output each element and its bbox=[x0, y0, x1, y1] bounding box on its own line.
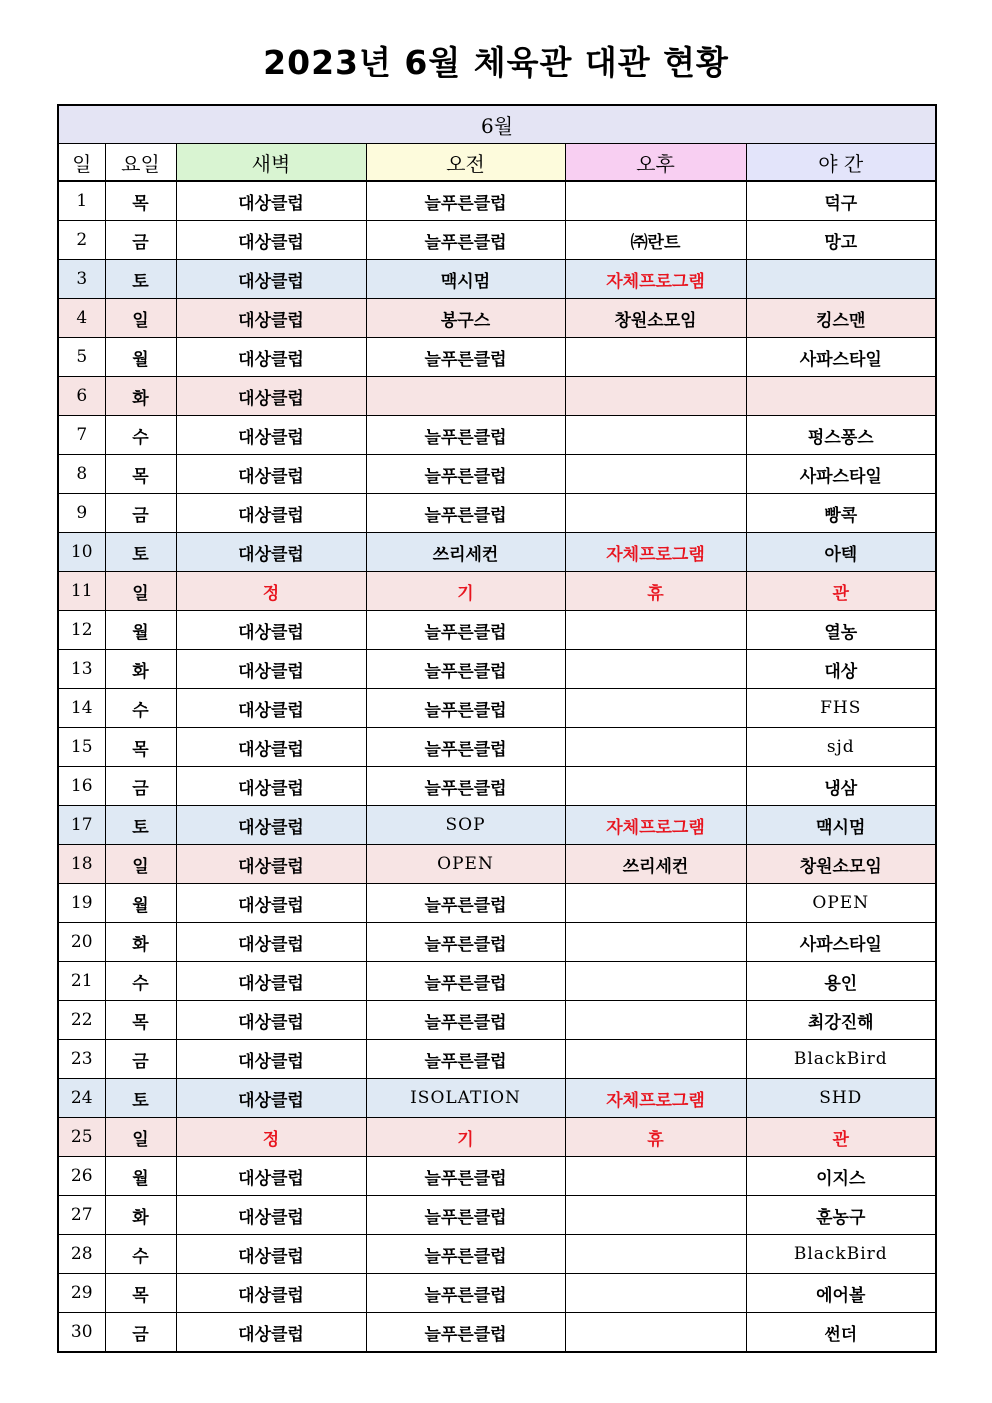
cell-dow: 금 bbox=[105, 494, 176, 533]
cell-dow: 수 bbox=[105, 689, 176, 728]
cell-afternoon bbox=[565, 338, 746, 377]
table-row bbox=[58, 767, 936, 806]
cell-dawn: 대상클럽 bbox=[176, 650, 366, 689]
cell-day: 4 bbox=[58, 299, 105, 338]
cell-day: 10 bbox=[58, 533, 105, 572]
cell-day: 20 bbox=[58, 923, 105, 962]
table-row bbox=[58, 611, 936, 650]
cell-night: 훈농구 bbox=[746, 1196, 936, 1235]
cell-morning: 맥시멈 bbox=[366, 260, 565, 299]
cell-morning: 늘푸른클럽 bbox=[366, 181, 565, 221]
cell-night: 펑스퐁스 bbox=[746, 416, 936, 455]
cell-afternoon bbox=[565, 689, 746, 728]
header-morning: 오전 bbox=[366, 144, 565, 182]
cell-morning: 늘푸른클럽 bbox=[366, 1274, 565, 1313]
cell-night: 용인 bbox=[746, 962, 936, 1001]
cell-dow: 일 bbox=[105, 1118, 176, 1157]
cell-dawn: 대상클럽 bbox=[176, 338, 366, 377]
cell-dow: 월 bbox=[105, 611, 176, 650]
cell-afternoon bbox=[565, 181, 746, 221]
cell-dow: 수 bbox=[105, 962, 176, 1001]
cell-dawn: 대상클럽 bbox=[176, 806, 366, 845]
cell-afternoon: 휴 bbox=[565, 1118, 746, 1157]
cell-day: 21 bbox=[58, 962, 105, 1001]
table-row bbox=[58, 1196, 936, 1235]
cell-day: 28 bbox=[58, 1235, 105, 1274]
cell-night: 썬더 bbox=[746, 1313, 936, 1353]
cell-dawn: 대상클럽 bbox=[176, 1313, 366, 1353]
cell-night: 맥시멈 bbox=[746, 806, 936, 845]
cell-dow: 월 bbox=[105, 884, 176, 923]
cell-afternoon bbox=[565, 1274, 746, 1313]
cell-dawn: 대상클럽 bbox=[176, 221, 366, 260]
cell-dawn: 대상클럽 bbox=[176, 299, 366, 338]
cell-dow: 화 bbox=[105, 377, 176, 416]
cell-afternoon bbox=[565, 455, 746, 494]
cell-day: 12 bbox=[58, 611, 105, 650]
cell-afternoon bbox=[565, 767, 746, 806]
header-afternoon: 오후 bbox=[565, 144, 746, 182]
cell-morning: 늘푸른클럽 bbox=[366, 689, 565, 728]
table-row bbox=[58, 1118, 936, 1157]
cell-morning: 늘푸른클럽 bbox=[366, 338, 565, 377]
cell-night: BlackBird bbox=[746, 1040, 936, 1079]
cell-night: 사파스타일 bbox=[746, 338, 936, 377]
cell-morning: 늘푸른클럽 bbox=[366, 923, 565, 962]
cell-night bbox=[746, 377, 936, 416]
cell-night: 사파스타일 bbox=[746, 923, 936, 962]
cell-dawn: 정 bbox=[176, 1118, 366, 1157]
cell-dow: 월 bbox=[105, 1157, 176, 1196]
cell-morning: 기 bbox=[366, 1118, 565, 1157]
cell-morning: 늘푸른클럽 bbox=[366, 650, 565, 689]
cell-morning: 늘푸른클럽 bbox=[366, 1001, 565, 1040]
cell-dow: 일 bbox=[105, 299, 176, 338]
cell-day: 17 bbox=[58, 806, 105, 845]
table-row bbox=[58, 494, 936, 533]
cell-day: 29 bbox=[58, 1274, 105, 1313]
cell-night: 이지스 bbox=[746, 1157, 936, 1196]
cell-dow: 토 bbox=[105, 806, 176, 845]
rental-schedule-table bbox=[57, 104, 937, 1353]
cell-night: 관 bbox=[746, 572, 936, 611]
cell-day: 24 bbox=[58, 1079, 105, 1118]
cell-day: 16 bbox=[58, 767, 105, 806]
cell-night: 냉삼 bbox=[746, 767, 936, 806]
table-row bbox=[58, 806, 936, 845]
cell-afternoon: 쓰리세컨 bbox=[565, 845, 746, 884]
header-dawn: 새벽 bbox=[176, 144, 366, 182]
cell-day: 1 bbox=[58, 181, 105, 221]
cell-day: 8 bbox=[58, 455, 105, 494]
cell-dawn: 대상클럽 bbox=[176, 1040, 366, 1079]
cell-night: 열농 bbox=[746, 611, 936, 650]
table-row bbox=[58, 1235, 936, 1274]
cell-dow: 금 bbox=[105, 1040, 176, 1079]
table-row bbox=[58, 221, 936, 260]
cell-dawn: 대상클럽 bbox=[176, 1235, 366, 1274]
cell-dawn: 정 bbox=[176, 572, 366, 611]
cell-dawn: 대상클럽 bbox=[176, 728, 366, 767]
table-row bbox=[58, 299, 936, 338]
cell-day: 23 bbox=[58, 1040, 105, 1079]
cell-night: 창원소모임 bbox=[746, 845, 936, 884]
table-row bbox=[58, 689, 936, 728]
table-row bbox=[58, 416, 936, 455]
cell-afternoon bbox=[565, 1001, 746, 1040]
table-row bbox=[58, 650, 936, 689]
cell-night: 아텍 bbox=[746, 533, 936, 572]
cell-dow: 일 bbox=[105, 572, 176, 611]
cell-morning bbox=[366, 377, 565, 416]
cell-dawn: 대상클럽 bbox=[176, 962, 366, 1001]
cell-morning: 늘푸른클럽 bbox=[366, 728, 565, 767]
cell-dawn: 대상클럽 bbox=[176, 689, 366, 728]
cell-afternoon: 자체프로그램 bbox=[565, 1079, 746, 1118]
cell-morning: ISOLATION bbox=[366, 1079, 565, 1118]
table-row bbox=[58, 1079, 936, 1118]
cell-morning: 늘푸른클럽 bbox=[366, 221, 565, 260]
table-row bbox=[58, 338, 936, 377]
cell-day: 25 bbox=[58, 1118, 105, 1157]
table-row bbox=[58, 728, 936, 767]
cell-afternoon bbox=[565, 416, 746, 455]
header-weekday: 요일 bbox=[105, 144, 176, 182]
cell-afternoon: ㈜란트 bbox=[565, 221, 746, 260]
cell-afternoon bbox=[565, 1157, 746, 1196]
cell-dawn: 대상클럽 bbox=[176, 416, 366, 455]
table-row bbox=[58, 572, 936, 611]
cell-night: 사파스타일 bbox=[746, 455, 936, 494]
cell-day: 15 bbox=[58, 728, 105, 767]
cell-afternoon bbox=[565, 884, 746, 923]
cell-day: 30 bbox=[58, 1313, 105, 1353]
cell-dawn: 대상클럽 bbox=[176, 533, 366, 572]
cell-dawn: 대상클럽 bbox=[176, 884, 366, 923]
cell-afternoon: 자체프로그램 bbox=[565, 806, 746, 845]
cell-dawn: 대상클럽 bbox=[176, 494, 366, 533]
header-night: 야 간 bbox=[746, 144, 936, 182]
cell-morning: 늘푸른클럽 bbox=[366, 494, 565, 533]
cell-day: 26 bbox=[58, 1157, 105, 1196]
cell-dow: 금 bbox=[105, 767, 176, 806]
table-row bbox=[58, 181, 936, 221]
cell-morning: 늘푸른클럽 bbox=[366, 455, 565, 494]
cell-dawn: 대상클럽 bbox=[176, 767, 366, 806]
cell-dow: 목 bbox=[105, 728, 176, 767]
cell-dow: 화 bbox=[105, 923, 176, 962]
cell-day: 6 bbox=[58, 377, 105, 416]
cell-afternoon bbox=[565, 728, 746, 767]
cell-day: 5 bbox=[58, 338, 105, 377]
cell-day: 13 bbox=[58, 650, 105, 689]
cell-dawn: 대상클럽 bbox=[176, 1196, 366, 1235]
cell-morning: OPEN bbox=[366, 845, 565, 884]
cell-night: 관 bbox=[746, 1118, 936, 1157]
cell-dawn: 대상클럽 bbox=[176, 260, 366, 299]
cell-afternoon: 자체프로그램 bbox=[565, 533, 746, 572]
cell-dawn: 대상클럽 bbox=[176, 181, 366, 221]
cell-afternoon bbox=[565, 1040, 746, 1079]
cell-night: FHS bbox=[746, 689, 936, 728]
cell-morning: 늘푸른클럽 bbox=[366, 1235, 565, 1274]
table-row bbox=[58, 455, 936, 494]
cell-dow: 토 bbox=[105, 260, 176, 299]
cell-morning: 늘푸른클럽 bbox=[366, 1157, 565, 1196]
cell-dow: 목 bbox=[105, 1274, 176, 1313]
table-row bbox=[58, 1157, 936, 1196]
cell-morning: 늘푸른클럽 bbox=[366, 611, 565, 650]
cell-morning: 기 bbox=[366, 572, 565, 611]
cell-day: 11 bbox=[58, 572, 105, 611]
cell-day: 7 bbox=[58, 416, 105, 455]
cell-dow: 목 bbox=[105, 181, 176, 221]
cell-dawn: 대상클럽 bbox=[176, 1274, 366, 1313]
cell-night: 빵콕 bbox=[746, 494, 936, 533]
column-header-row bbox=[58, 144, 936, 182]
cell-dow: 수 bbox=[105, 1235, 176, 1274]
cell-afternoon bbox=[565, 962, 746, 1001]
cell-afternoon: 휴 bbox=[565, 572, 746, 611]
cell-dow: 금 bbox=[105, 1313, 176, 1353]
cell-morning: SOP bbox=[366, 806, 565, 845]
table-row bbox=[58, 884, 936, 923]
table-row bbox=[58, 1274, 936, 1313]
cell-day: 9 bbox=[58, 494, 105, 533]
cell-night: 킹스맨 bbox=[746, 299, 936, 338]
table-row bbox=[58, 962, 936, 1001]
cell-day: 22 bbox=[58, 1001, 105, 1040]
cell-dawn: 대상클럽 bbox=[176, 1001, 366, 1040]
table-row bbox=[58, 1313, 936, 1353]
cell-day: 2 bbox=[58, 221, 105, 260]
header-day: 일 bbox=[58, 144, 105, 182]
cell-morning: 늘푸른클럽 bbox=[366, 1196, 565, 1235]
cell-dow: 목 bbox=[105, 1001, 176, 1040]
cell-day: 3 bbox=[58, 260, 105, 299]
cell-morning: 쓰리세컨 bbox=[366, 533, 565, 572]
cell-dawn: 대상클럽 bbox=[176, 377, 366, 416]
cell-dow: 화 bbox=[105, 650, 176, 689]
cell-day: 19 bbox=[58, 884, 105, 923]
cell-morning: 늘푸른클럽 bbox=[366, 884, 565, 923]
table-row bbox=[58, 260, 936, 299]
cell-dawn: 대상클럽 bbox=[176, 455, 366, 494]
month-label: 6월 bbox=[58, 105, 936, 144]
cell-night: 대상 bbox=[746, 650, 936, 689]
table-row bbox=[58, 377, 936, 416]
cell-night bbox=[746, 260, 936, 299]
cell-morning: 늘푸른클럽 bbox=[366, 1040, 565, 1079]
cell-dawn: 대상클럽 bbox=[176, 611, 366, 650]
cell-afternoon bbox=[565, 1235, 746, 1274]
cell-afternoon bbox=[565, 923, 746, 962]
cell-afternoon bbox=[565, 1196, 746, 1235]
month-header-row bbox=[58, 105, 936, 144]
cell-day: 27 bbox=[58, 1196, 105, 1235]
page-title: 2023년 6월 체육관 대관 현황 bbox=[263, 43, 729, 82]
cell-dow: 토 bbox=[105, 533, 176, 572]
cell-afternoon bbox=[565, 377, 746, 416]
cell-night: 망고 bbox=[746, 221, 936, 260]
cell-dow: 월 bbox=[105, 338, 176, 377]
cell-afternoon bbox=[565, 1313, 746, 1353]
cell-morning: 늘푸른클럽 bbox=[366, 767, 565, 806]
cell-morning: 늘푸른클럽 bbox=[366, 1313, 565, 1353]
table-row bbox=[58, 533, 936, 572]
cell-dow: 화 bbox=[105, 1196, 176, 1235]
cell-afternoon: 자체프로그램 bbox=[565, 260, 746, 299]
cell-night: BlackBird bbox=[746, 1235, 936, 1274]
cell-night: OPEN bbox=[746, 884, 936, 923]
cell-dawn: 대상클럽 bbox=[176, 1157, 366, 1196]
cell-dow: 토 bbox=[105, 1079, 176, 1118]
cell-dow: 일 bbox=[105, 845, 176, 884]
cell-morning: 늘푸른클럽 bbox=[366, 416, 565, 455]
schedule-body bbox=[58, 181, 936, 1352]
cell-afternoon bbox=[565, 650, 746, 689]
cell-dow: 목 bbox=[105, 455, 176, 494]
cell-afternoon: 창원소모임 bbox=[565, 299, 746, 338]
cell-night: SHD bbox=[746, 1079, 936, 1118]
table-row bbox=[58, 845, 936, 884]
cell-dawn: 대상클럽 bbox=[176, 1079, 366, 1118]
cell-day: 14 bbox=[58, 689, 105, 728]
cell-dow: 수 bbox=[105, 416, 176, 455]
cell-day: 18 bbox=[58, 845, 105, 884]
cell-dawn: 대상클럽 bbox=[176, 845, 366, 884]
cell-night: sjd bbox=[746, 728, 936, 767]
cell-night: 덕구 bbox=[746, 181, 936, 221]
table-row bbox=[58, 923, 936, 962]
cell-night: 최강진해 bbox=[746, 1001, 936, 1040]
table-row bbox=[58, 1001, 936, 1040]
cell-night: 에어볼 bbox=[746, 1274, 936, 1313]
cell-afternoon bbox=[565, 611, 746, 650]
cell-dawn: 대상클럽 bbox=[176, 923, 366, 962]
cell-afternoon bbox=[565, 494, 746, 533]
cell-morning: 늘푸른클럽 bbox=[366, 962, 565, 1001]
table-row bbox=[58, 1040, 936, 1079]
cell-morning: 봉구스 bbox=[366, 299, 565, 338]
cell-dow: 금 bbox=[105, 221, 176, 260]
